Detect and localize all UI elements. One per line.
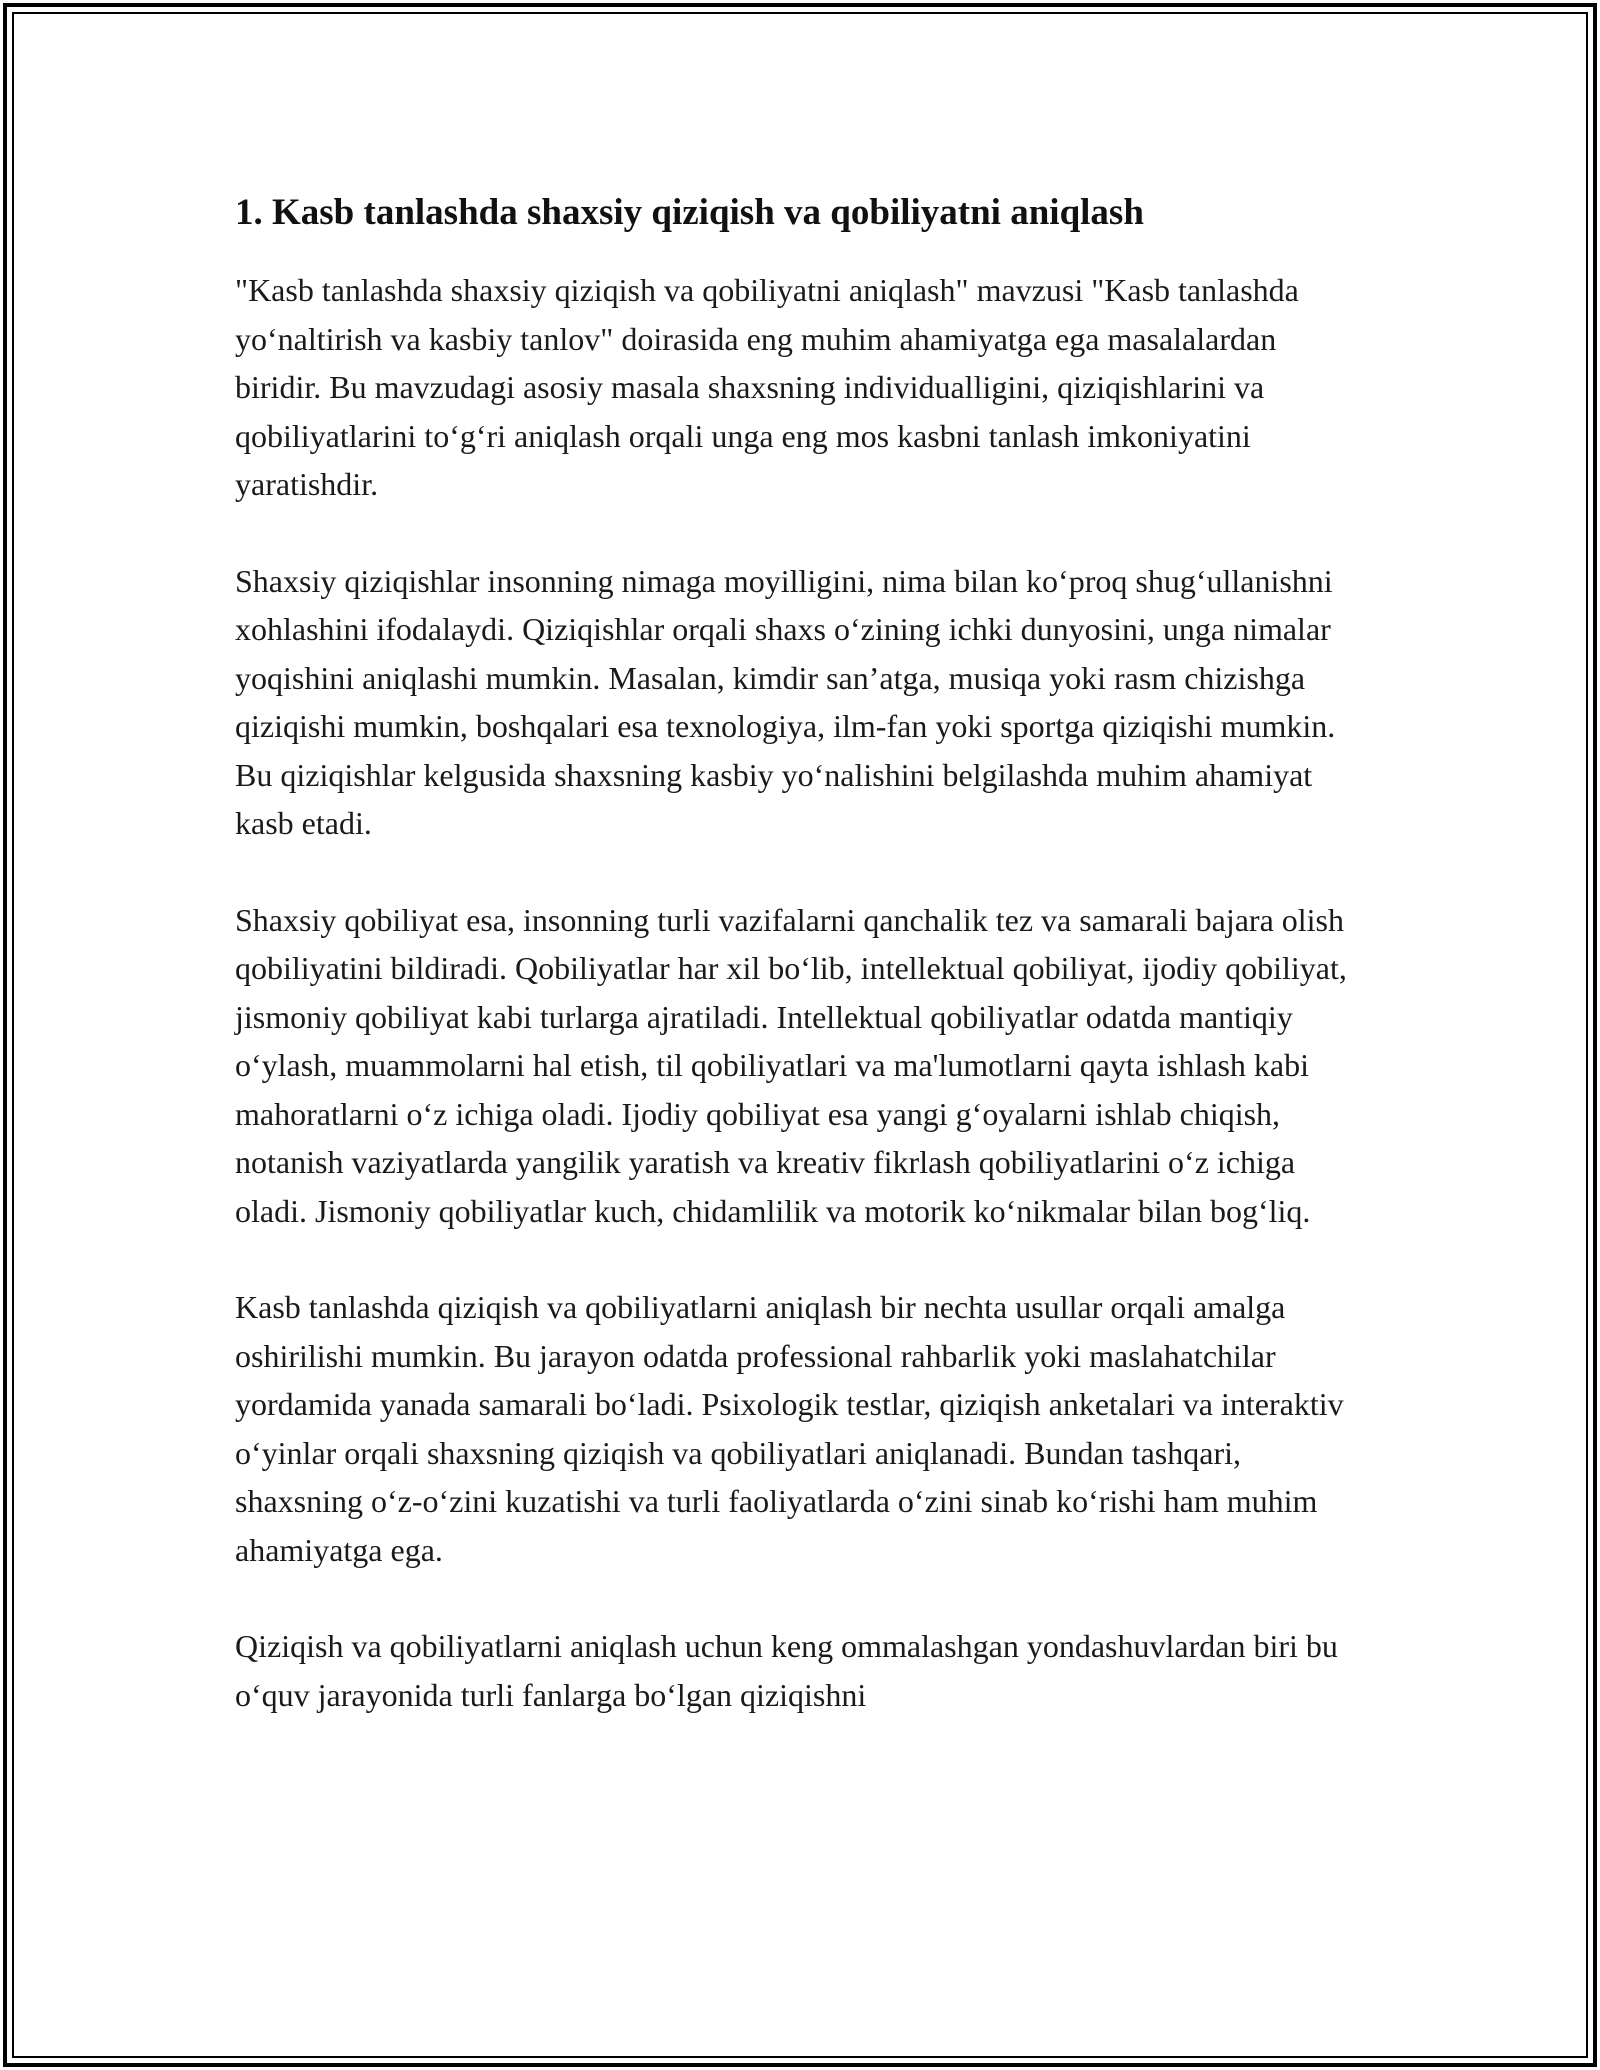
paragraph-2: Shaxsiy qiziqishlar insonning nimaga moyilligini, nima bilan ko‘proq shug‘ullanishni xohlashini ifodalaydi. Qiziqishlar orqali shaxs o‘zining ichki dunyosini, unga nimalar yoqishini aniqlashi mumkin. Masalan, kimdir san’atga, musiqa yoki rasm chizishga qiziqishi mumkin, boshqalari esa texnologiya, ilm-fan yoki sportga qiziqishi mumkin. Bu qiziqishlar kelgusida shaxsning kasbiy yo‘nalishini belgilashda muhim ahamiyat kasb etadi. bbox=[235, 562, 1336, 841]
paragraph-4: Kasb tanlashda qiziqish va qobiliyatlarni aniqlash bir nechta usullar orqali amalga oshirilishi mumkin. Bu jarayon odatda professional rahbarlik yoki maslahatchilar yordamida yanada samarali bo‘ladi. Psixologik testlar, qiziqish anketalari va interaktiv o‘yinlar orqali shaxsning qiziqish va qobiliyatlari aniqlanadi. Bundan tashqari, shaxsning o‘z-o‘zini kuzatishi va turli faoliyatlarda o‘zini sinab ko‘rishi ham muhim ahamiyatga ega. bbox=[235, 1289, 1344, 1568]
paragraph-5: Qiziqish va qobiliyatlarni aniqlash uchun keng ommalashgan yondashuvlardan biri bu o‘quv jarayonida turli fanlarga bo‘lgan qiziqishni bbox=[235, 1628, 1338, 1713]
document-title: 1. Kasb tanlashda shaxsiy qiziqish va qobiliyatni aniqlash bbox=[235, 192, 1144, 233]
paragraph-1: "Kasb tanlashda shaxsiy qiziqish va qobiliyatni aniqlash" mavzusi "Kasb tanlashda yo‘naltirish va kasbiy tanlov" doirasida eng muhim ahamiyatga ega masalalardan biridir. Bu mavzudagi asosiy masala shaxsning individualligini, qiziqishlarini va qobiliyatlarini to‘g‘ri aniqlash orqali unga eng mos kasbni tanlash imkoniyatini yaratishdir. bbox=[235, 272, 1299, 502]
paragraph-3: Shaxsiy qobiliyat esa, insonning turli vazifalarni qanchalik tez va samarali bajara olish qobiliyatini bildiradi. Qobiliyatlar har xil bo‘lib, intellektual qobiliyat, ijodiy qobiliyat, jismoniy qobiliyat kabi turlarga ajratiladi. Intellektual qobiliyatlar odatda mantiqiy o‘ylash, muammolarni hal etish, til qobiliyatlari va ma'lumotlarni qayta ishlash kabi mahoratlarni o‘z ichiga oladi. Ijodiy qobiliyat esa yangi g‘oyalarni ishlab chiqish, notanish vaziyatlarda yangilik yaratish va kreativ fikrlash qobiliyatlarini o‘z ichiga oladi. Jismoniy qobiliyatlar kuch, chidamlilik va motorik ko‘nikmalar bilan bog‘liq. bbox=[235, 901, 1347, 1229]
document-body bbox=[235, 188, 1370, 1767]
